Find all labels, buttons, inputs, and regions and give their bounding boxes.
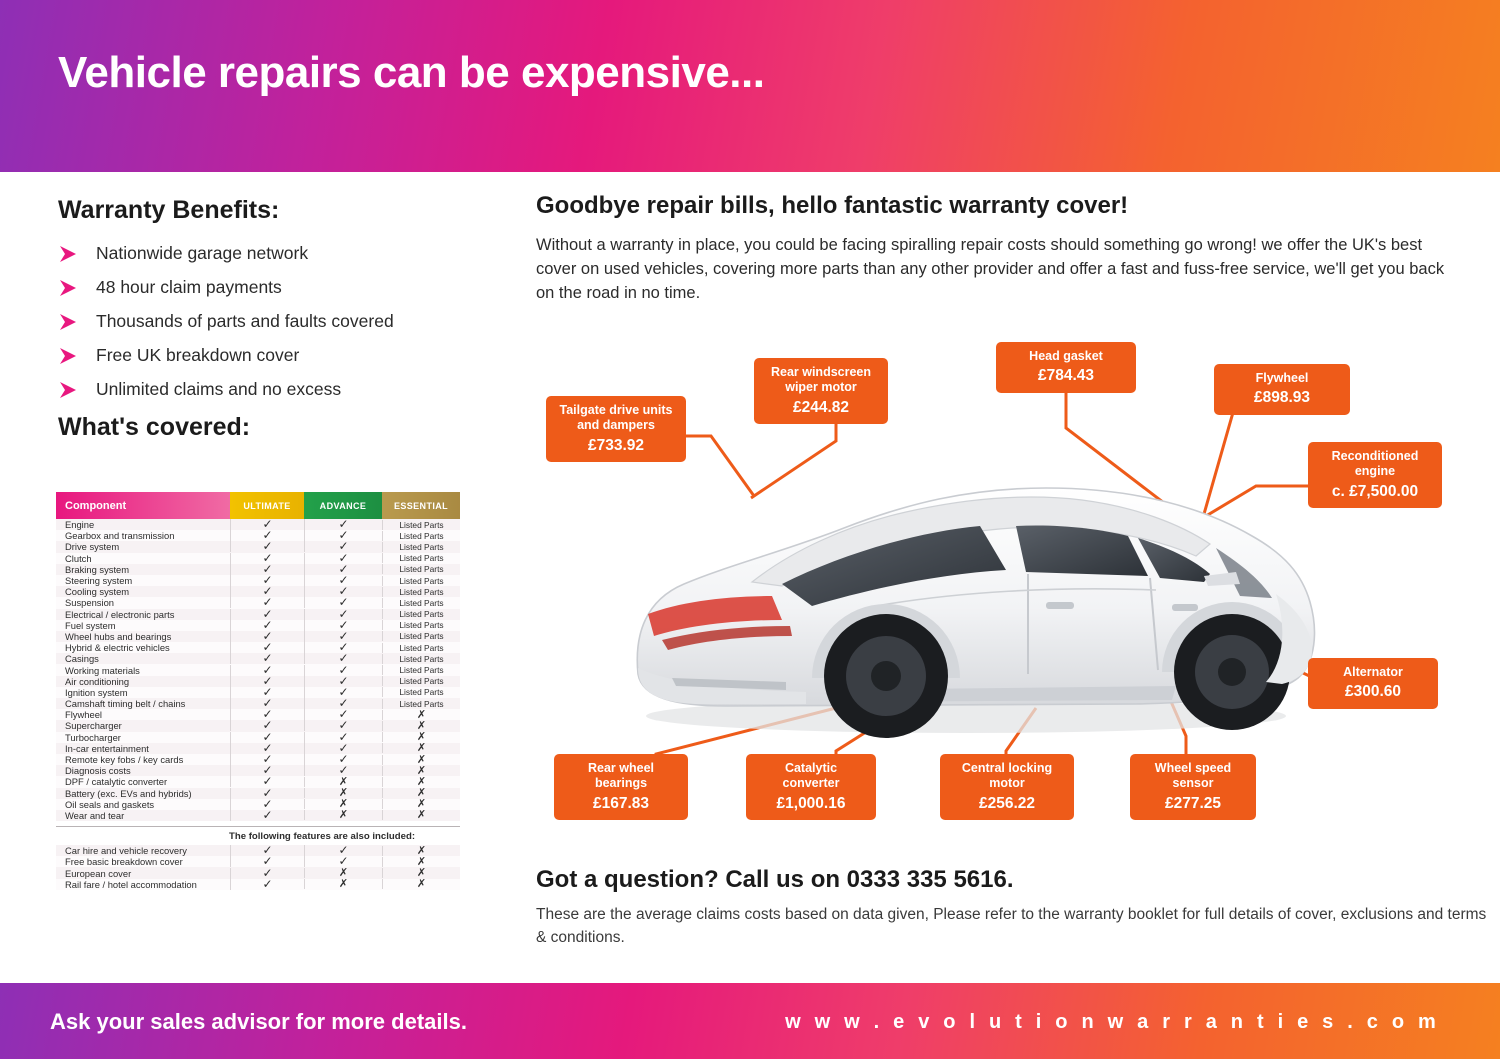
cell-advance: ✓: [304, 564, 382, 575]
cell-advance: ✓: [304, 609, 382, 620]
table-extra-body: [56, 845, 460, 890]
table-row: [56, 550, 460, 565]
left-column: [58, 196, 478, 460]
cell-ultimate: ✓: [230, 698, 304, 709]
callout-label: Reconditioned engine: [1331, 449, 1419, 479]
callout-amount: £167.83: [592, 794, 650, 812]
cell-component: Clutch: [65, 552, 92, 564]
chevron-right-icon: [58, 244, 82, 264]
cell-advance: ✓: [304, 845, 382, 856]
cell-essential: Listed Parts: [382, 564, 460, 574]
cell-advance: ✓: [304, 856, 382, 867]
table-row: [56, 586, 460, 597]
cell-essential: ✗: [382, 743, 460, 753]
table-row: [56, 720, 460, 731]
cell-essential: ✗: [382, 846, 460, 856]
header-banner: [0, 0, 1500, 172]
cell-ultimate: ✓: [230, 575, 304, 586]
callout-label: Tailgate drive units and dampers: [559, 403, 673, 433]
table-row: [56, 628, 460, 643]
cell-essential: Listed Parts: [382, 620, 460, 630]
benefit-label: Thousands of parts and faults covered: [96, 311, 394, 331]
list-item: [58, 243, 478, 264]
callout-wheel-speed-sensor: [1130, 754, 1256, 820]
list-item: [58, 345, 478, 366]
cell-ultimate: ✓: [230, 845, 304, 856]
col-header-essential: ESSENTIAL: [382, 492, 460, 519]
cell-advance: ✓: [304, 519, 382, 530]
cell-advance: ✓: [304, 743, 382, 754]
callout-flywheel: [1214, 364, 1350, 415]
callout-label: Head gasket: [1029, 349, 1103, 363]
cell-advance: ✓: [304, 720, 382, 731]
table-row: [56, 597, 460, 608]
cell-component: Braking system: [65, 563, 130, 575]
cell-component: Camshaft timing belt / chains: [65, 698, 186, 710]
cell-advance: ✓: [304, 732, 382, 743]
cell-component: Free basic breakdown cover: [65, 856, 183, 868]
page-title: Vehicle repairs can be expensive...: [58, 48, 765, 97]
cell-component: Suspension: [65, 597, 114, 609]
cell-ultimate: ✓: [230, 653, 304, 664]
right-heading: Goodbye repair bills, hello fantastic warranty cover!: [536, 192, 1129, 219]
cell-essential: Listed Parts: [382, 576, 460, 586]
table-row: [56, 530, 460, 541]
cell-ultimate: ✓: [230, 788, 304, 799]
cell-ultimate: ✓: [230, 709, 304, 720]
cell-component: Electrical / electronic parts: [65, 608, 175, 620]
cell-ultimate: ✓: [230, 586, 304, 597]
footer-ask-text: Ask your sales advisor for more details.: [50, 1009, 467, 1034]
cell-essential: Listed Parts: [382, 553, 460, 563]
cell-component: Working materials: [65, 664, 140, 676]
callout-label: Flywheel: [1255, 371, 1309, 385]
table-row: [56, 845, 460, 856]
callout-amount: £898.93: [1253, 389, 1311, 407]
table-row: [56, 796, 460, 811]
callout-catalytic-converter: [746, 754, 876, 820]
cell-advance: ✗: [304, 810, 382, 820]
cell-component: Air conditioning: [65, 675, 130, 687]
callout-amount: £277.25: [1164, 794, 1222, 812]
table-row: [56, 785, 460, 800]
cell-ultimate: ✓: [230, 765, 304, 776]
cell-essential: ✗: [382, 799, 460, 809]
footer-banner: [0, 983, 1500, 1059]
cell-advance: ✗: [304, 777, 382, 787]
cell-advance: ✓: [304, 698, 382, 709]
callout-recon-engine: [1308, 442, 1442, 508]
cell-component: Engine: [65, 519, 95, 531]
car-illustration: [576, 424, 1336, 754]
car-diagram: [536, 336, 1466, 846]
cell-advance: ✓: [304, 754, 382, 765]
cell-component: Cooling system: [65, 586, 130, 598]
list-item: [58, 311, 478, 332]
cell-component: Diagnosis costs: [65, 765, 131, 777]
cell-ultimate: ✓: [230, 856, 304, 867]
cell-ultimate: ✓: [230, 743, 304, 754]
cell-essential: Listed Parts: [382, 609, 460, 619]
table-row: [56, 606, 460, 621]
cell-ultimate: ✓: [230, 530, 304, 541]
callout-label: Central locking motor: [961, 761, 1053, 791]
cell-advance: ✓: [304, 620, 382, 631]
table-row: [56, 575, 460, 586]
cell-essential: ✗: [382, 857, 460, 867]
chevron-right-icon: [58, 312, 82, 332]
table-row: [56, 519, 460, 530]
coverage-table: [56, 492, 460, 890]
cell-ultimate: ✓: [230, 799, 304, 810]
callout-tailgate: [546, 396, 686, 462]
cell-advance: ✓: [304, 642, 382, 653]
cell-ultimate: ✓: [230, 553, 304, 564]
cell-component: Wear and tear: [65, 809, 125, 821]
benefit-label: Unlimited claims and no excess: [96, 379, 342, 399]
whats-covered-title: What's covered:: [58, 413, 251, 441]
cell-advance: ✓: [304, 575, 382, 586]
cell-component: Rail fare / hotel accommodation: [65, 878, 197, 890]
cell-ultimate: ✓: [230, 720, 304, 731]
also-included-header: [56, 826, 460, 842]
table-row: [56, 876, 460, 891]
chevron-right-icon: [58, 278, 82, 298]
benefit-label: Nationwide garage network: [96, 243, 309, 263]
cell-advance: ✗: [304, 868, 382, 878]
cell-component: Hybrid & electric vehicles: [65, 642, 170, 654]
table-row: [56, 729, 460, 744]
cell-advance: ✗: [304, 788, 382, 798]
cell-essential: ✗: [382, 810, 460, 820]
cell-advance: ✓: [304, 665, 382, 676]
cell-ultimate: ✓: [230, 620, 304, 631]
col-header-advance: ADVANCE: [304, 492, 382, 519]
cell-component: Ignition system: [65, 686, 128, 698]
cell-essential: Listed Parts: [382, 687, 460, 697]
callout-amount: £256.22: [978, 794, 1036, 812]
cell-essential: Listed Parts: [382, 643, 460, 653]
table-row: [56, 765, 460, 776]
cell-advance: ✓: [304, 597, 382, 608]
cell-advance: ✓: [304, 709, 382, 720]
cell-essential: Listed Parts: [382, 665, 460, 675]
table-body: [56, 519, 460, 821]
cell-component: Fuel system: [65, 619, 116, 631]
cell-essential: Listed Parts: [382, 598, 460, 608]
table-row: [56, 617, 460, 632]
cell-advance: ✓: [304, 676, 382, 687]
cell-component: Drive system: [65, 541, 120, 553]
callout-label: Rear windscreen wiper motor: [770, 365, 872, 395]
cell-component: Oil seals and gaskets: [65, 798, 155, 810]
callout-amount: £300.60: [1344, 683, 1402, 701]
benefits-list: [58, 243, 478, 400]
benefit-label: 48 hour claim payments: [96, 277, 282, 297]
cell-ultimate: ✓: [230, 609, 304, 620]
cell-component: Wheel hubs and bearings: [65, 630, 172, 642]
table-row: [56, 856, 460, 867]
table-row: [56, 653, 460, 664]
cell-ultimate: ✓: [230, 597, 304, 608]
cell-essential: ✗: [382, 777, 460, 787]
cell-essential: Listed Parts: [382, 631, 460, 641]
disclaimer-text: These are the average claims costs based on data given, Please refer to the warranty booklet for full details of cover, exclusions and terms & conditions.: [536, 906, 1487, 947]
cell-ultimate: ✓: [230, 732, 304, 743]
footer-website[interactable]: w w w . e v o l u t i o n w a r r a n t i e s . c o m: [785, 1011, 1440, 1033]
cell-ultimate: ✓: [230, 776, 304, 787]
table-row: [56, 684, 460, 699]
cell-ultimate: ✓: [230, 754, 304, 765]
cell-essential: Listed Parts: [382, 654, 460, 664]
cell-ultimate: ✓: [230, 541, 304, 552]
callout-label: Alternator: [1343, 665, 1403, 679]
chevron-right-icon: [58, 346, 82, 366]
cell-essential: Listed Parts: [382, 531, 460, 541]
cell-essential: ✗: [382, 755, 460, 765]
cell-advance: ✓: [304, 530, 382, 541]
callout-central-locking: [940, 754, 1074, 820]
cell-essential: Listed Parts: [382, 676, 460, 686]
callout-head-gasket: [996, 342, 1136, 393]
cell-advance: ✓: [304, 541, 382, 552]
cell-component: European cover: [65, 867, 132, 879]
table-row: [56, 754, 460, 765]
callout-amount: £244.82: [792, 398, 850, 416]
cell-essential: ✗: [382, 788, 460, 798]
cell-essential: Listed Parts: [382, 587, 460, 597]
cell-component: Steering system: [65, 575, 133, 587]
table-row: [56, 807, 460, 822]
callout-amount: £784.43: [1037, 367, 1095, 385]
callout-label: Wheel speed sensor: [1154, 761, 1232, 791]
table-row: [56, 776, 460, 787]
table-row: [56, 561, 460, 576]
table-row: [56, 740, 460, 755]
list-item: [58, 379, 478, 400]
table-header-row: [56, 492, 460, 519]
car-svg: [576, 424, 1336, 754]
cell-advance: ✗: [304, 799, 382, 809]
callout-amount: £733.92: [587, 436, 645, 454]
table-row: [56, 867, 460, 878]
callout-amount: £1,000.16: [776, 794, 846, 812]
warranty-benefits-title: Warranty Benefits:: [58, 196, 280, 224]
cell-essential: ✗: [382, 732, 460, 742]
callout-rear-wheel-bearings: [554, 754, 688, 820]
cell-ultimate: ✓: [230, 676, 304, 687]
cell-component: Battery (exc. EVs and hybrids): [65, 787, 192, 799]
callout-label: Catalytic converter: [782, 761, 840, 791]
chevron-right-icon: [58, 380, 82, 400]
cell-component: In-car entertainment: [65, 742, 149, 754]
benefit-label: Free UK breakdown cover: [96, 345, 300, 365]
cell-essential: ✗: [382, 868, 460, 878]
col-header-component: Component: [56, 492, 230, 519]
cell-essential: ✗: [382, 879, 460, 889]
callout-amount: c. £7,500.00: [1331, 482, 1419, 500]
table-row: [56, 709, 460, 720]
cell-essential: ✗: [382, 766, 460, 776]
cell-component: DPF / catalytic converter: [65, 776, 168, 788]
cell-ultimate: ✓: [230, 642, 304, 653]
cell-essential: Listed Parts: [382, 520, 460, 530]
table-row: [56, 642, 460, 653]
contact-heading: Got a question? Call us on 0333 335 5616.: [536, 866, 1014, 893]
cell-component: Flywheel: [65, 709, 102, 721]
right-column: [536, 192, 1466, 306]
cell-component: Supercharger: [65, 720, 122, 732]
cell-ultimate: ✓: [230, 868, 304, 879]
cell-essential: ✗: [382, 721, 460, 731]
cell-component: Car hire and vehicle recovery: [65, 845, 187, 857]
table-row: [56, 673, 460, 688]
cell-ultimate: ✓: [230, 687, 304, 698]
table-row: [56, 698, 460, 709]
right-intro-text: Without a warranty in place, you could be facing spiralling repair costs should something go wrong! we offer the UK's best cover on used vehicles, covering more parts than any other provider and offer a fast and fuss-free service, we'll get you back on the road in no time.: [536, 236, 1445, 302]
callout-alternator: [1308, 658, 1438, 709]
table-row: [56, 664, 460, 675]
also-included-label: The following features are also included:: [228, 831, 416, 843]
callout-label: Rear wheel bearings: [587, 761, 654, 791]
cell-advance: ✗: [304, 879, 382, 889]
cell-ultimate: ✓: [230, 519, 304, 530]
cell-component: Turbocharger: [65, 731, 121, 743]
cell-advance: ✓: [304, 553, 382, 564]
cell-ultimate: ✓: [230, 631, 304, 642]
col-header-ultimate: ULTIMATE: [230, 492, 304, 519]
cell-advance: ✓: [304, 631, 382, 642]
cell-essential: ✗: [382, 710, 460, 720]
cell-essential: Listed Parts: [382, 699, 460, 709]
cell-ultimate: ✓: [230, 810, 304, 821]
cell-ultimate: ✓: [230, 879, 304, 890]
list-item: [58, 277, 478, 298]
cell-advance: ✓: [304, 687, 382, 698]
cell-ultimate: ✓: [230, 564, 304, 575]
cell-component: Remote key fobs / key cards: [65, 754, 184, 766]
table-row: [56, 541, 460, 552]
cell-advance: ✓: [304, 586, 382, 597]
cell-component: Gearbox and transmission: [65, 530, 175, 542]
callout-rear-wiper: [754, 358, 888, 424]
cell-advance: ✓: [304, 765, 382, 776]
cell-essential: Listed Parts: [382, 542, 460, 552]
cell-advance: ✓: [304, 653, 382, 664]
cell-ultimate: ✓: [230, 665, 304, 676]
cell-component: Casings: [65, 653, 99, 665]
